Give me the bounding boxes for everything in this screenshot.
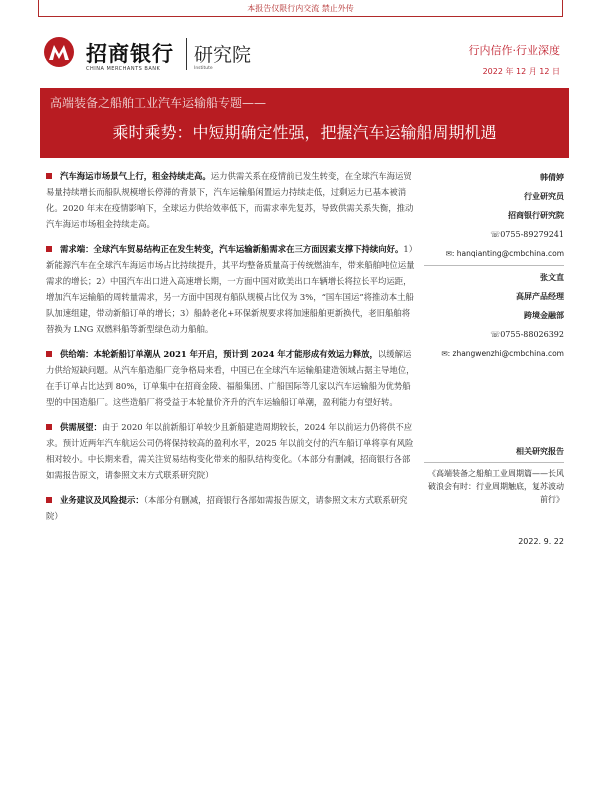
author-name: 韩倩婷 — [540, 172, 564, 182]
cmb-logo-icon — [42, 36, 76, 68]
bullet-icon — [46, 173, 52, 179]
author-panel — [424, 168, 564, 363]
paragraph-text: 由于 2020 年以前新船订单较少且新船建造周期较长，2024 年以前运力仍将供不应求。预计近两年汽车航运公司仍将保持较高的盈利水平，2025 年以前交付的汽车船订单将享有风险相对较小。中长期来看，需关注贸易结构变化带来的船队结构变化。（本部分有删减，招商银行各部如需报告原文，请参照文末方式联系研究院） — [46, 422, 414, 480]
paragraph-lead: 汽车海运市场景气上行，租金持续走高。 — [60, 171, 211, 181]
brand-divider — [186, 38, 187, 70]
author-divider — [424, 265, 564, 266]
paragraph-text: （本部分有删减，招商银行各部如需报告原文，请参照文末方式联系研究院） — [46, 495, 408, 521]
related-report-link[interactable]: 《高端装备之船舶工业周期篇——长风破浪会有时：行业周期触底，复苏波动前行》 — [428, 469, 564, 504]
author-title: 高屏产品经理 — [516, 291, 564, 301]
report-category: 行内信作·行业深度 — [468, 44, 560, 57]
summary-paragraph — [46, 346, 416, 410]
main-content — [46, 168, 416, 533]
report-date: 2022 年 12 月 12 日 — [482, 67, 560, 76]
bank-name-en: CHINA MERCHANTS BANK — [86, 66, 161, 72]
summary-paragraph — [46, 241, 416, 337]
bullet-icon — [46, 351, 52, 357]
related-divider — [424, 462, 564, 463]
author-name: 张文直 — [540, 272, 564, 282]
title-banner — [40, 88, 569, 158]
paragraph-lead: 供需展望： — [60, 422, 102, 432]
author-title: 行业研究员 — [524, 191, 564, 201]
summary-paragraph — [46, 168, 416, 232]
author-org: 招商银行研究院 — [508, 210, 564, 220]
author-email[interactable]: ✉: hanqianting@cmbchina.com — [445, 249, 564, 258]
institute-name-en: Institute — [194, 66, 213, 71]
bank-name-cn: 招商银行 — [86, 42, 174, 66]
paragraph-text: 以缓解运力供给短缺问题。从汽车船造船厂竞争格局来看，中国已在全球汽车运输船建造领域占据主导地位，在手订单占比达到 80%，订单集中在招商金陵、福船集团、广船国际等几家以汽车运输船为优势船型的中国造船厂。这些造船厂将受益于本轮量价齐升的汽车运输船订单潮，盈利能力有望好转。 — [46, 349, 415, 407]
paragraph-lead: 业务建议及风险提示： — [60, 495, 144, 505]
institute-name-cn: 研究院 — [194, 44, 252, 66]
author-phone: ☏0755-89279241 — [490, 230, 564, 239]
banner-title: 乘时乘势：中短期确定性强，把握汽车运输船周期机遇 — [112, 123, 497, 142]
related-reports-heading: 相关研究报告 — [516, 446, 564, 456]
summary-paragraph — [46, 492, 416, 524]
summary-paragraph — [46, 419, 416, 483]
author-org: 跨境金融部 — [524, 310, 564, 320]
bullet-icon — [46, 246, 52, 252]
paragraph-lead: 需求端：全球汽车贸易结构正在发生转变，汽车运输新船需求在三方面因素支撑下持续向好。 — [60, 244, 404, 254]
banner-subtitle: 高端装备之船舶工业汽车运输船专题—— — [50, 96, 267, 110]
paragraph-text: 1）新能源汽车在全球汽车海运市场占比持续提升，其平均整备质量高于传统燃油车，带来船舶吨位运量需求的增长；2）中国汽车出口进入高速增长期，一方面中国对欧美出口车辆增长将拉长平均运距，增加汽车运输船的周转量需求，另一方面中国现有船队规模占比仅为 3%，“国车国运”将推动本土船队加速组建，带动新船订单的增长；3）船龄老化+环保新规要求将加速船舶更新换代，老旧船舶将替换为 LNG 双燃料船等新型绿色动力船舶。 — [46, 244, 415, 334]
paragraph-lead: 供给端：本轮新船订单潮从 2021 年开启，预计到 2024 年才能形成有效运力释放， — [60, 349, 378, 359]
distribution-notice: 本报告仅限行内交流 禁止外传 — [38, 0, 563, 17]
bullet-icon — [46, 424, 52, 430]
related-report-date: 2022. 9. 22 — [518, 537, 564, 546]
author-phone: ☏0755-88026392 — [490, 330, 564, 339]
author-email[interactable]: ✉: zhangwenzhi@cmbchina.com — [441, 349, 564, 358]
paragraph-text: 运力供需关系在疫情前已发生转变，在全球汽车海运贸易量持续增长而船队规模增长停滞的背景下，汽车运输船闲置运力持续走低，过剩运力已基本被消化。2020 年末在疫情影响下，全球运力供给效率低下，而需求率先复苏，导致供需关系失衡，推动汽车海运市场租金持续走高。 — [46, 171, 414, 229]
bullet-icon — [46, 497, 52, 503]
